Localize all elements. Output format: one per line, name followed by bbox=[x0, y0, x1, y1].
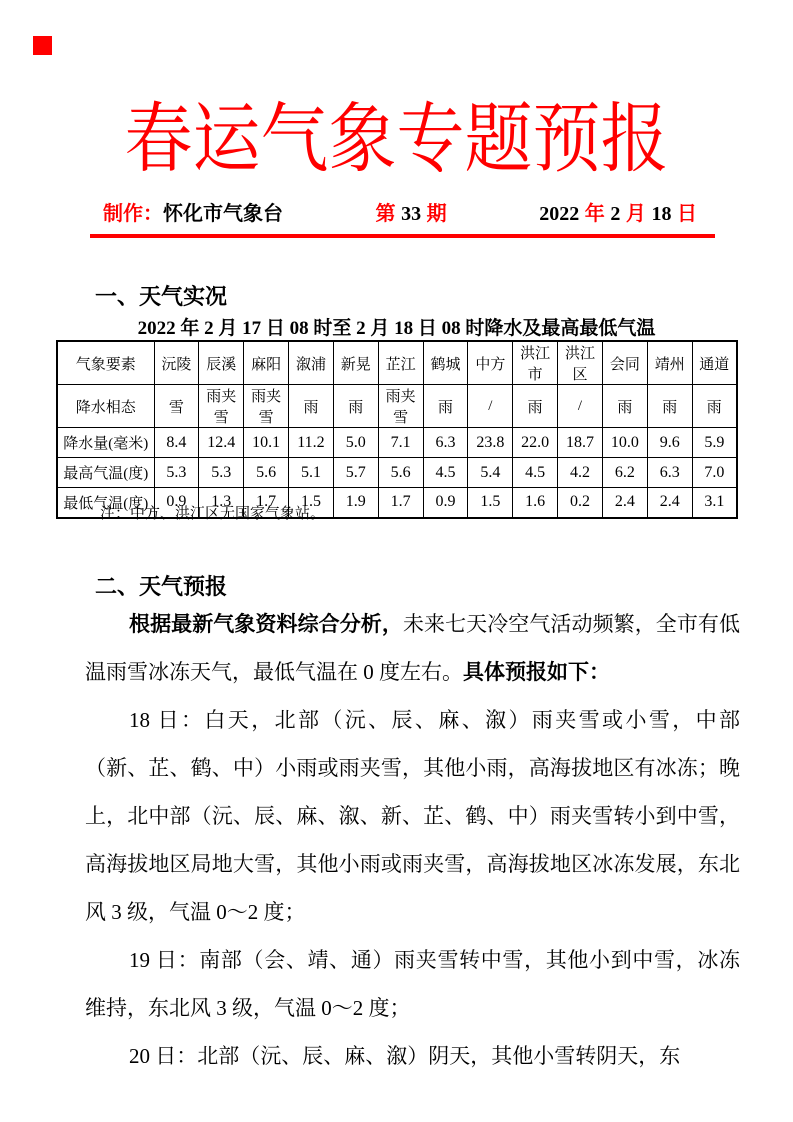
table-cell: 1.7 bbox=[244, 488, 289, 518]
date-year: 2022 bbox=[539, 203, 580, 225]
producer bbox=[103, 197, 283, 226]
table-cell: 1.6 bbox=[513, 488, 558, 518]
table-cell: / bbox=[558, 385, 603, 428]
table-cell: 5.3 bbox=[199, 458, 244, 488]
forecast-paragraphs bbox=[85, 600, 740, 1080]
table-cell: 雨 bbox=[692, 385, 737, 428]
producer-label: 制作： bbox=[103, 203, 163, 225]
issue-prefix: 第 bbox=[375, 203, 402, 225]
table-cell: 雨 bbox=[602, 385, 647, 428]
table-header-station: 芷江 bbox=[378, 341, 423, 385]
table-header-station: 麻阳 bbox=[244, 341, 289, 385]
forecast-text-bold: 根据最新气象资料综合分析， bbox=[129, 612, 403, 636]
table-row bbox=[57, 428, 737, 458]
table-note: 注：中方、洪江区无国家气象站。 bbox=[100, 506, 326, 522]
date-month: 2 bbox=[610, 203, 621, 225]
table-cell: 1.7 bbox=[378, 488, 423, 518]
table-row bbox=[57, 385, 737, 428]
forecast-paragraph bbox=[85, 936, 740, 1032]
table-header-station: 通道 bbox=[692, 341, 737, 385]
table-cell: 3.1 bbox=[692, 488, 737, 518]
table-header-station: 洪江市 bbox=[513, 341, 558, 385]
forecast-paragraph bbox=[85, 696, 740, 936]
table-cell: 8.4 bbox=[154, 428, 199, 458]
forecast-text: 未来七天冷空气活动频繁，全市有低温雨雪冰冻天气，最低气温在 0 度左右。 bbox=[85, 612, 741, 684]
table-cell: 7.0 bbox=[692, 458, 737, 488]
forecast-text: 18 日：白天，北部（沅、辰、麻、溆）雨夹雪或小雪，中部（新、芷、鹤、中）小雨或雨夹雪，其他小雨，高海拔地区有冰冻；晚上，北中部（沅、辰、麻、溆、新、芷、鹤、中）雨夹雪转小到中雪，高海拔地区局地大雪，其他小雨或雨夹雪，高海拔地区冰冻发展，东北风 3 级，气温 0～2 度； bbox=[85, 708, 740, 924]
table-header-station: 辰溪 bbox=[199, 341, 244, 385]
table-header-station: 新晃 bbox=[333, 341, 378, 385]
table-cell: 2.4 bbox=[647, 488, 692, 518]
table-cell: 5.4 bbox=[468, 458, 513, 488]
table-cell: 1.5 bbox=[289, 488, 334, 518]
table-header-station: 鹤城 bbox=[423, 341, 468, 385]
table-cell: 0.9 bbox=[154, 488, 199, 518]
table-header-station: 中方 bbox=[468, 341, 513, 385]
table-cell: 雪 bbox=[154, 385, 199, 428]
section1-heading: 一、天气实况 bbox=[95, 284, 228, 309]
table-cell: 6.3 bbox=[423, 428, 468, 458]
red-square-mark bbox=[33, 36, 52, 55]
table-cell: 0.2 bbox=[558, 488, 603, 518]
table-cell: 2.4 bbox=[602, 488, 647, 518]
issue-suffix: 期 bbox=[421, 203, 447, 225]
table-cell: 22.0 bbox=[513, 428, 558, 458]
table-cell: 5.7 bbox=[333, 458, 378, 488]
table-cell: 雨 bbox=[333, 385, 378, 428]
row-label: 最低气温(度) bbox=[57, 488, 154, 518]
date-day: 18 bbox=[651, 203, 672, 225]
row-label: 降水相态 bbox=[57, 385, 154, 428]
table-cell: 雨 bbox=[513, 385, 558, 428]
table-header-station: 溆浦 bbox=[289, 341, 334, 385]
table-cell: 7.1 bbox=[378, 428, 423, 458]
table-header-element: 气象要素 bbox=[57, 341, 154, 385]
table-row bbox=[57, 458, 737, 488]
forecast-text: 19 日：南部（会、靖、通）雨夹雪转中雪，其他小到中雪，冰冻维持，东北风 3 级，气温 0～2 度； bbox=[85, 948, 740, 1020]
table-cell: 5.6 bbox=[378, 458, 423, 488]
table-cell: / bbox=[468, 385, 513, 428]
issue-value: 33 bbox=[401, 203, 422, 225]
table-header-station: 洪江区 bbox=[558, 341, 603, 385]
table-cell: 1.5 bbox=[468, 488, 513, 518]
table-cell: 5.6 bbox=[244, 458, 289, 488]
date-month-unit: 月 bbox=[620, 203, 652, 225]
table-header-station: 会同 bbox=[602, 341, 647, 385]
document-title: 春运气象专题预报 bbox=[124, 96, 669, 182]
table-cell: 4.2 bbox=[558, 458, 603, 488]
table-header-station: 沅陵 bbox=[154, 341, 199, 385]
table-cell: 18.7 bbox=[558, 428, 603, 458]
table-cell: 0.9 bbox=[423, 488, 468, 518]
forecast-paragraph bbox=[85, 600, 740, 696]
table-cell: 雨 bbox=[423, 385, 468, 428]
table-cell: 23.8 bbox=[468, 428, 513, 458]
issue-number bbox=[376, 197, 447, 226]
section2-heading: 二、天气预报 bbox=[95, 574, 228, 599]
table-cell: 9.6 bbox=[647, 428, 692, 458]
table-cell: 4.5 bbox=[423, 458, 468, 488]
row-label: 最高气温(度) bbox=[57, 458, 154, 488]
table-cell: 1.9 bbox=[333, 488, 378, 518]
issue-date bbox=[539, 197, 697, 226]
table-cell: 5.1 bbox=[289, 458, 334, 488]
table-cell: 雨夹雪 bbox=[199, 385, 244, 428]
table-cell: 6.2 bbox=[602, 458, 647, 488]
table-cell: 5.3 bbox=[154, 458, 199, 488]
table-cell: 10.1 bbox=[244, 428, 289, 458]
table-cell: 5.9 bbox=[692, 428, 737, 458]
forecast-text: 20 日：北部（沅、辰、麻、溆）阴天，其他小雪转阴天，东 bbox=[129, 1044, 681, 1068]
forecast-paragraph bbox=[85, 1032, 740, 1080]
table-cell: 1.3 bbox=[199, 488, 244, 518]
table-cell: 雨 bbox=[647, 385, 692, 428]
table-cell: 雨夹雪 bbox=[378, 385, 423, 428]
row-label: 降水量(毫米) bbox=[57, 428, 154, 458]
date-day-unit: 日 bbox=[671, 203, 697, 225]
table-cell: 11.2 bbox=[289, 428, 334, 458]
table-caption: 2022 年 2 月 17 日 08 时至 2 月 18 日 08 时降水及最高最低气温 bbox=[137, 318, 656, 339]
forecast-text-bold: 具体预报如下： bbox=[463, 660, 610, 684]
table-cell: 4.5 bbox=[513, 458, 558, 488]
producer-value: 怀化市气象台 bbox=[163, 203, 283, 225]
table-header-station: 靖州 bbox=[647, 341, 692, 385]
date-year-unit: 年 bbox=[579, 203, 611, 225]
table-cell: 雨夹雪 bbox=[244, 385, 289, 428]
meta-row bbox=[103, 197, 697, 226]
table-cell: 雨 bbox=[289, 385, 334, 428]
observation-table bbox=[56, 340, 738, 519]
table-cell: 6.3 bbox=[647, 458, 692, 488]
table-cell: 5.0 bbox=[333, 428, 378, 458]
table-cell: 10.0 bbox=[602, 428, 647, 458]
table-cell: 12.4 bbox=[199, 428, 244, 458]
header-divider bbox=[90, 234, 715, 238]
